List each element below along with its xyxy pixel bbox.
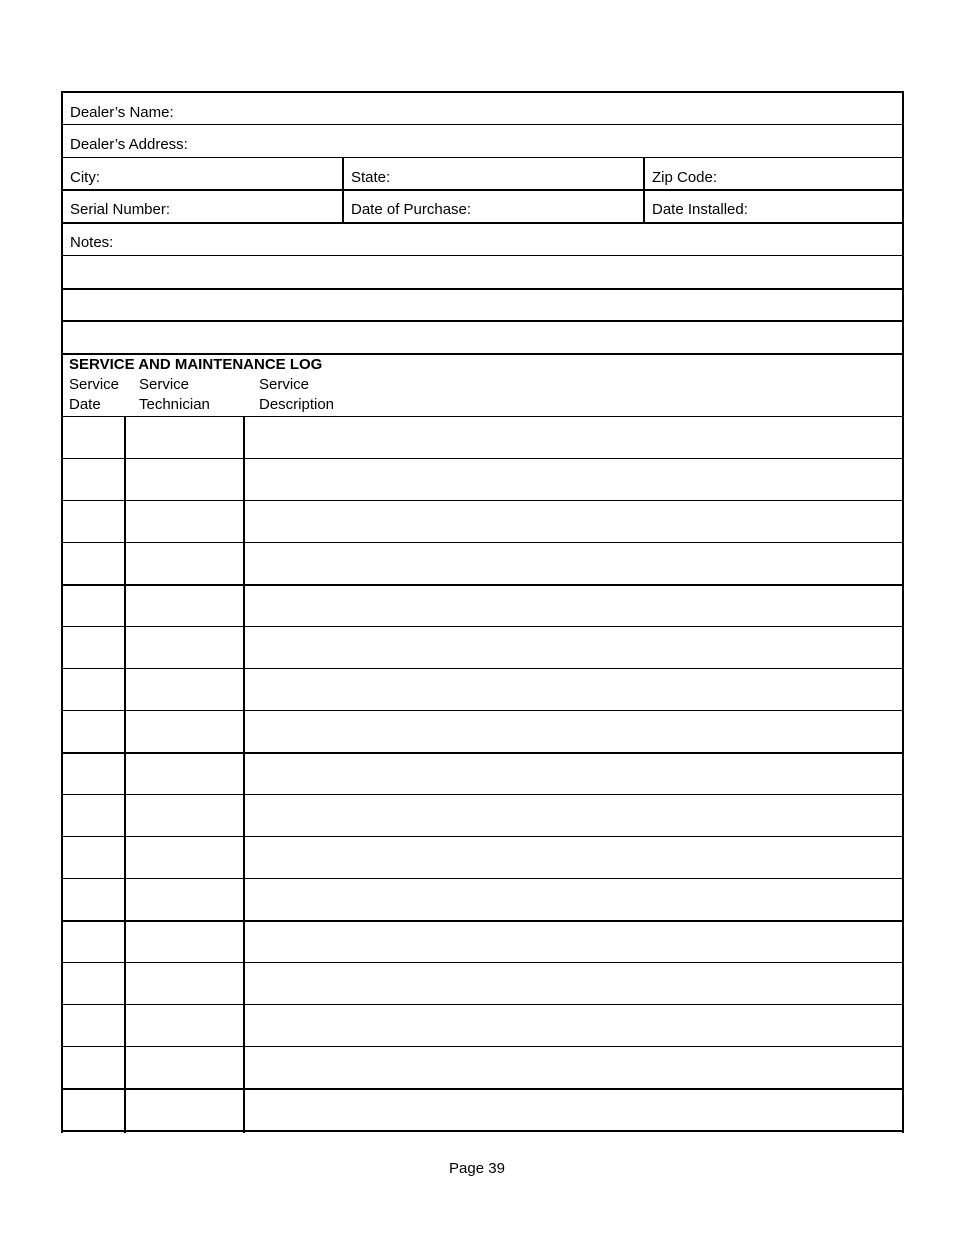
service-technician-cell[interactable] [126, 879, 243, 920]
city-field[interactable] [63, 158, 342, 190]
notes-label: Notes: [70, 234, 114, 251]
service-date-cell[interactable] [63, 921, 124, 962]
service-description-cell[interactable] [245, 417, 902, 458]
form-right-border [902, 91, 904, 1133]
service-description-header-line2: Description [259, 396, 335, 413]
service-technician-cell[interactable] [126, 585, 243, 626]
service-description-cell[interactable] [245, 963, 902, 1004]
service-date-header-line1: Service [69, 376, 120, 393]
page-number: Page 39 [449, 1160, 505, 1177]
divider [61, 353, 904, 355]
service-date-header-line2: Date [69, 396, 101, 413]
service-technician-cell[interactable] [126, 711, 243, 752]
service-description-cell[interactable] [245, 627, 902, 668]
service-description-cell[interactable] [245, 1005, 902, 1046]
service-technician-cell[interactable] [126, 1005, 243, 1046]
service-description-cell[interactable] [245, 459, 902, 500]
service-technician-cell[interactable] [126, 417, 243, 458]
state-field[interactable] [344, 158, 642, 190]
service-technician-cell[interactable] [126, 1089, 243, 1130]
service-technician-cell[interactable] [126, 501, 243, 542]
date-of-purchase-label: Date of Purchase: [351, 201, 472, 218]
date-installed-field[interactable] [645, 191, 902, 222]
service-description-cell[interactable] [245, 795, 902, 836]
service-date-cell[interactable] [63, 501, 124, 542]
log-column-divider [124, 416, 126, 1133]
service-technician-cell[interactable] [126, 921, 243, 962]
service-technician-cell[interactable] [126, 459, 243, 500]
service-description-cell[interactable] [245, 543, 902, 584]
service-description-cell[interactable] [245, 1089, 902, 1130]
service-date-cell[interactable] [63, 711, 124, 752]
service-description-header-line1: Service [259, 376, 310, 393]
service-date-cell[interactable] [63, 1005, 124, 1046]
dealer-name-label: Dealer’s Name: [70, 104, 174, 121]
service-technician-cell[interactable] [126, 627, 243, 668]
service-technician-cell[interactable] [126, 753, 243, 794]
service-description-cell[interactable] [245, 669, 902, 710]
service-date-cell[interactable] [63, 1047, 124, 1088]
dealer-address-label: Dealer’s Address: [70, 136, 188, 153]
service-technician-cell[interactable] [126, 837, 243, 878]
service-date-cell[interactable] [63, 795, 124, 836]
service-description-cell[interactable] [245, 837, 902, 878]
service-description-cell[interactable] [245, 1047, 902, 1088]
zip-code-label: Zip Code: [652, 169, 718, 186]
service-description-cell[interactable] [245, 585, 902, 626]
service-date-cell[interactable] [63, 837, 124, 878]
state-label: State: [351, 169, 391, 186]
service-date-cell[interactable] [63, 669, 124, 710]
city-label: City: [70, 169, 100, 186]
notes-line [61, 288, 904, 290]
service-technician-cell[interactable] [126, 669, 243, 710]
date-of-purchase-field[interactable] [344, 191, 642, 222]
service-date-cell[interactable] [63, 1089, 124, 1130]
service-date-cell[interactable] [63, 459, 124, 500]
service-description-cell[interactable] [245, 879, 902, 920]
service-description-cell[interactable] [245, 501, 902, 542]
service-technician-cell[interactable] [126, 795, 243, 836]
dealer-address-field[interactable] [63, 125, 902, 157]
service-description-cell[interactable] [245, 921, 902, 962]
service-date-cell[interactable] [63, 585, 124, 626]
service-technician-header-line1: Service [139, 376, 190, 393]
notes-line [61, 320, 904, 322]
service-log-title: SERVICE AND MAINTENANCE LOG [69, 356, 323, 373]
service-date-cell[interactable] [63, 879, 124, 920]
service-technician-header [139, 375, 210, 415]
service-description-cell[interactable] [245, 753, 902, 794]
notes-line [61, 255, 904, 256]
date-installed-label: Date Installed: [652, 201, 748, 218]
serial-number-label: Serial Number: [70, 201, 171, 218]
service-technician-cell[interactable] [126, 963, 243, 1004]
service-technician-cell[interactable] [126, 543, 243, 584]
serial-number-field[interactable] [63, 191, 342, 222]
service-date-cell[interactable] [63, 417, 124, 458]
service-description-header [259, 375, 334, 415]
service-description-cell[interactable] [245, 711, 902, 752]
service-date-header [69, 375, 119, 415]
zip-code-field[interactable] [645, 158, 902, 190]
log-column-divider [243, 416, 245, 1133]
service-date-cell[interactable] [63, 627, 124, 668]
service-date-cell[interactable] [63, 753, 124, 794]
service-date-cell[interactable] [63, 543, 124, 584]
service-date-cell[interactable] [63, 963, 124, 1004]
dealer-name-field[interactable] [63, 93, 902, 124]
service-technician-cell[interactable] [126, 1047, 243, 1088]
table-row-divider [61, 1130, 904, 1132]
service-technician-header-line2: Technician [139, 396, 210, 413]
